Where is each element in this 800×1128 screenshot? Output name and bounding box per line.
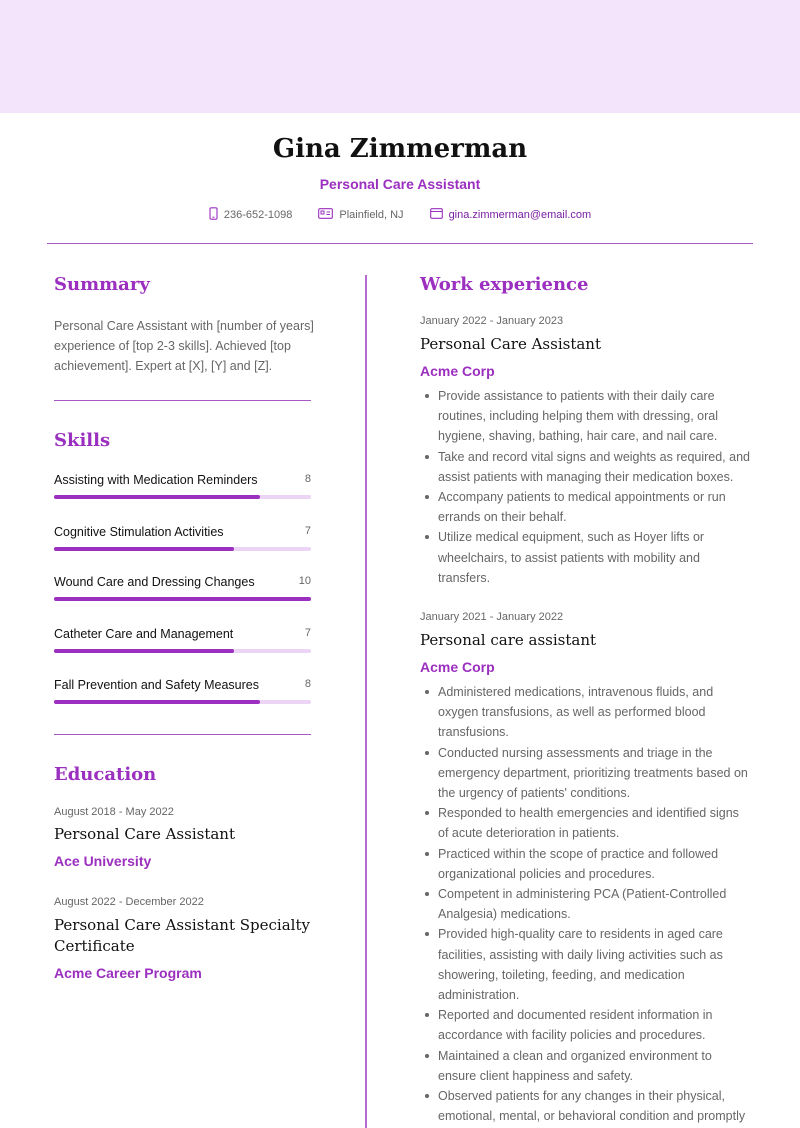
header-banner: [0, 0, 800, 113]
list-item: Observed patients for any changes in their physical, emotional, mental, or behavioral condition and promptly: [420, 1086, 750, 1126]
job-date: January 2021 - January 2022: [420, 611, 564, 623]
contact-phone[interactable]: [209, 207, 293, 223]
skill-level: 10: [298, 575, 311, 587]
list-item: Provided high-quality care to residents in aged care facilities, assisting with daily living activities such as showering, toileting, feeding, and medication administration.: [420, 924, 750, 1005]
job-company: Acme Corp: [420, 659, 495, 675]
education-title: Personal Care Assistant Specialty Certificate: [54, 916, 310, 955]
job-title: Personal Care Assistant: [420, 335, 601, 353]
job-company: Acme Corp: [420, 363, 495, 379]
list-item: Administered medications, intravenous fluids, and oxygen transfusions, as well as performed blood transfusions.: [420, 682, 750, 743]
education-date: August 2018 - May 2022: [54, 806, 174, 818]
skill-bar-track: [54, 700, 311, 704]
skill-bar-track: [54, 495, 311, 499]
skill-item: [54, 525, 311, 555]
skill-item: [54, 678, 311, 708]
skill-bar-track: [54, 649, 311, 653]
list-item: Responded to health emergencies and identified signs of acute deterioration in patients.: [420, 803, 750, 843]
list-item: Practiced within the scope of practice and followed organizational policies and procedures.: [420, 844, 750, 884]
job-bullets: [420, 386, 750, 588]
candidate-name: Gina Zimmerman: [272, 134, 528, 164]
skill-label: Catheter Care and Management: [54, 627, 234, 641]
skill-bar-track: [54, 547, 311, 551]
skills-divider: [54, 734, 311, 735]
work-heading: Work experience: [420, 274, 589, 295]
education-title: Personal Care Assistant: [54, 825, 235, 843]
column-divider: [365, 275, 367, 1128]
list-item: Provide assistance to patients with their daily care routines, including helping them with dressing, oral hygiene, shaving, bathing, hair care, and nail care.: [420, 386, 750, 447]
skill-bar-fill: [54, 649, 234, 653]
header-divider: [47, 243, 753, 244]
education-heading: Education: [54, 764, 157, 785]
skills-heading: Skills: [54, 430, 111, 451]
skill-level: 7: [304, 525, 311, 537]
phone-icon: [209, 207, 218, 223]
education-school: Acme Career Program: [54, 965, 202, 981]
summary-text: Personal Care Assistant with [number of years] experience of [top 2-3 skills]. Achieved [top achievement]. Expert at [X], [Y] and [Z].: [54, 319, 314, 373]
skill-bar-fill: [54, 547, 234, 551]
contact-bar: [0, 207, 800, 223]
skill-bar-fill: [54, 597, 311, 601]
location-icon: [318, 208, 333, 222]
list-item: Competent in administering PCA (Patient-Controlled Analgesia) medications.: [420, 884, 750, 924]
email-link[interactable]: gina.zimmerman@email.com: [448, 209, 592, 221]
skill-level: 8: [304, 678, 311, 690]
job-date: January 2022 - January 2023: [420, 315, 564, 327]
list-item: Take and record vital signs and weights as required, and assist patients with managing their medication boxes.: [420, 447, 750, 487]
list-item: Utilize medical equipment, such as Hoyer lifts or wheelchairs, to assist patients with mobility and transfers.: [420, 527, 750, 588]
skill-label: Cognitive Stimulation Activities: [54, 525, 224, 539]
job-bullets: [420, 682, 750, 1126]
email-icon: [430, 208, 443, 222]
education-date: August 2022 - December 2022: [54, 896, 204, 908]
skill-bar-fill: [54, 495, 260, 499]
skill-label: Assisting with Medication Reminders: [54, 473, 258, 487]
skill-bar-track: [54, 597, 311, 601]
skill-label: Fall Prevention and Safety Measures: [54, 678, 259, 692]
list-item: Conducted nursing assessments and triage in the emergency department, prioritizing treatments based on the urgency of patients' conditions.: [420, 743, 750, 804]
phone-text: 236-652-1098: [223, 209, 293, 221]
job-title: Personal care assistant: [420, 631, 597, 649]
contact-email[interactable]: [430, 207, 592, 223]
skill-label: Wound Care and Dressing Changes: [54, 575, 255, 589]
education-school: Ace University: [54, 853, 152, 869]
location-text: Plainfield, NJ: [339, 209, 404, 221]
summary-heading: Summary: [54, 274, 150, 295]
list-item: Accompany patients to medical appointments or run errands on their behalf.: [420, 487, 750, 527]
candidate-role: Personal Care Assistant: [319, 176, 481, 192]
list-item: Reported and documented resident information in accordance with facility policies and procedures.: [420, 1005, 750, 1045]
skill-bar-fill: [54, 700, 260, 704]
skill-level: 7: [304, 627, 311, 639]
list-item: Maintained a clean and organized environment to ensure client happiness and safety.: [420, 1046, 750, 1086]
skill-item: [54, 473, 311, 503]
skill-item: [54, 627, 311, 657]
skill-item: [54, 575, 311, 605]
skill-level: 8: [304, 473, 311, 485]
contact-location: [318, 207, 403, 223]
summary-divider: [54, 400, 311, 401]
